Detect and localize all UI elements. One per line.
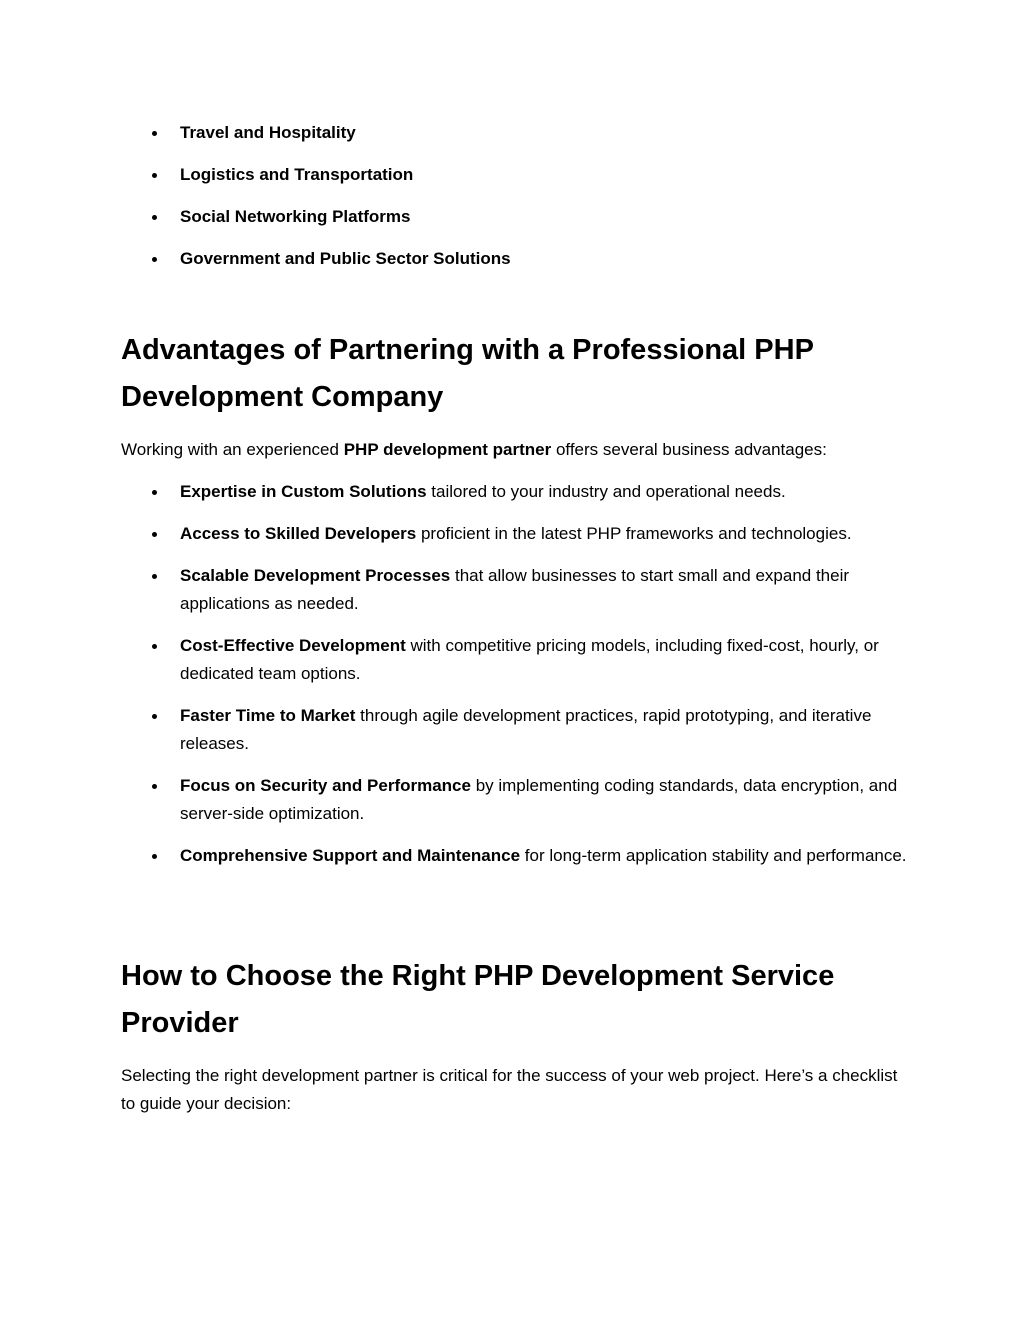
list-item bbox=[121, 161, 911, 189]
advantages-list bbox=[121, 478, 911, 884]
list-item-bold: Expertise in Custom Solutions bbox=[180, 482, 427, 501]
list-item-text: Logistics and Transportation bbox=[180, 165, 414, 184]
list-item bbox=[121, 842, 911, 870]
list-item bbox=[121, 562, 911, 618]
list-item-text: that allow businesses to start small and expand their applications as needed. bbox=[180, 566, 850, 613]
advantages-heading: Advantages of Partnering with a Professional PHP Development Company bbox=[121, 334, 814, 413]
choose-provider-heading: How to Choose the Right PHP Development Service Provider bbox=[121, 960, 835, 1039]
list-item bbox=[121, 520, 911, 548]
list-item-bold: Faster Time to Market bbox=[180, 706, 356, 725]
list-item bbox=[121, 119, 911, 147]
bullet-icon bbox=[152, 854, 157, 859]
bullet-icon bbox=[152, 644, 157, 649]
list-item-bold: Comprehensive Support and Maintenance bbox=[180, 846, 521, 865]
list-item-text: Social Networking Platforms bbox=[180, 207, 411, 226]
bullet-icon bbox=[152, 173, 157, 178]
list-item bbox=[121, 702, 911, 758]
choose-provider-paragraph: Selecting the right development partner is critical for the success of your web project. Here’s a checklist to guide your decision: bbox=[121, 1066, 898, 1113]
bullet-icon bbox=[152, 490, 157, 495]
bullet-icon bbox=[152, 131, 157, 136]
list-item bbox=[121, 478, 911, 506]
list-item bbox=[121, 203, 911, 231]
list-item-text: with competitive pricing models, including fixed-cost, hourly, or dedicated team options. bbox=[180, 636, 879, 683]
list-item-text: by implementing coding standards, data encryption, and server-side optimization. bbox=[180, 776, 898, 823]
industries-list bbox=[121, 119, 911, 287]
list-item-bold: Scalable Development Processes bbox=[180, 566, 451, 585]
bullet-icon bbox=[152, 574, 157, 579]
list-item bbox=[121, 632, 911, 688]
intro-text-start: Working with an experienced bbox=[121, 440, 344, 459]
bullet-icon bbox=[152, 784, 157, 789]
advantages-intro bbox=[121, 436, 911, 464]
list-item-text: Government and Public Sector Solutions bbox=[180, 249, 511, 268]
list-item bbox=[121, 245, 911, 273]
list-item-text: for long-term application stability and performance. bbox=[520, 846, 907, 865]
intro-bold-text: PHP development partner bbox=[343, 440, 552, 459]
bullet-icon bbox=[152, 215, 157, 220]
list-item-text: proficient in the latest PHP frameworks and technologies. bbox=[416, 524, 852, 543]
list-item bbox=[121, 772, 911, 828]
bullet-icon bbox=[152, 532, 157, 537]
intro-text-end: offers several business advantages: bbox=[551, 440, 827, 459]
bullet-icon bbox=[152, 257, 157, 262]
list-item-text: through agile development practices, rapid prototyping, and iterative releases. bbox=[180, 706, 872, 753]
list-item-bold: Cost-Effective Development bbox=[180, 636, 406, 655]
list-item-bold: Focus on Security and Performance bbox=[180, 776, 471, 795]
list-item-bold: Access to Skilled Developers bbox=[180, 524, 417, 543]
bullet-icon bbox=[152, 714, 157, 719]
list-item-text: tailored to your industry and operational needs. bbox=[426, 482, 786, 501]
list-item-text: Travel and Hospitality bbox=[180, 123, 356, 142]
